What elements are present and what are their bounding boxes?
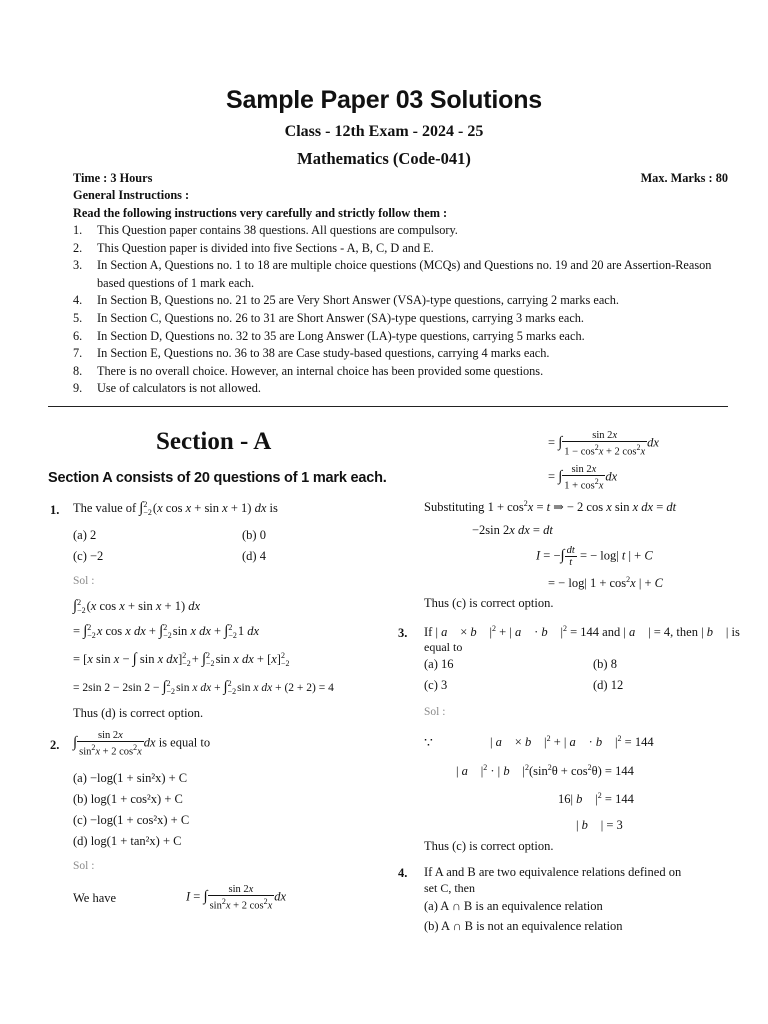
read-line: Read the following instructions very carefully and strictly follow them : [73,206,448,220]
q1-option-a: (a) 2 [73,528,97,542]
instruction-item: 5. In Section C, Questions no. 26 to 31 are Short Answer (SA)-type questions, carrying 3 marks each. [73,310,585,325]
q3-option-d: (d) 12 [593,678,624,692]
q2-text: ∫ $\frac{\sin 2x}{\sin^2x + 2 \cos^2x}$ dx is equal to [73,730,211,758]
general-instructions-label: General Instructions : [73,188,190,202]
q3-sol-label: Sol : [424,706,446,718]
q2-option-a: (a) −log(1 + sin²x) + C [73,771,188,785]
q2-number: 2. [50,738,60,752]
q4-line-1: If A and B are two equivalence relations defined on [424,865,682,879]
q3-conclusion: Thus (c) is correct option. [424,839,554,853]
q1-step-1: ∫2 −2(x cos x + sin x + 1) dx [73,598,201,616]
q2-step-1: I = ∫ $\frac{\sin 2x}{\sin^2x + 2 \cos^2x}$ dx [186,884,287,912]
q1-step-3: = [x sin x − ∫ sin x dx]2 −2+ ∫2 −2sin x dx + [x]2 −2 [73,651,290,669]
max-marks: Max. Marks : 80 [640,171,728,185]
q3-number: 3. [398,626,408,640]
instruction-item: 8. There is no overall choice. However, an internal choice has been provided some questions. [73,363,544,378]
instruction-item: 6. In Section D, Questions no. 32 to 35 are Long Answer (LA)-type questions, carrying 5 marks each. [73,328,585,343]
q2-option-d: (d) log(1 + tan²x) + C [73,834,182,848]
q2-step-5: I = −∫ $\frac{dt}{t}$ = − log| t | + C [536,545,653,568]
since-symbol: ∵ [424,736,433,751]
q3-text-cont: equal to [424,640,463,654]
instruction-item: 7. In Section E, Questions no. 36 to 38 are Case study-based questions, carrying 4 marks each. [73,346,550,361]
q1-option-d: (d) 4 [242,549,266,563]
time-label: Time : 3 Hours [73,171,153,185]
divider [48,406,728,407]
q3-step-2: | a⃗ $|^2$ · | b⃗ $|^2(\sin^2\theta + \cos^2\theta) = 144$ [456,763,634,779]
q3-step-3: 16| b⃗ $|^2 = 144$ [558,791,634,807]
q3-option-b: (b) 8 [593,657,617,671]
instruction-item: 3. In Section A, Questions no. 1 to 18 are multiple choice questions (MCQs) and Questions no. 19 and 20 are Assertion-Reason based questions of 1 mark each. [73,258,712,290]
q2-step-6: = − log| $1 + \cos^2x$ | + C [548,575,664,591]
q3-step-1: | a⃗ × b⃗ $|^2$ + | a⃗ · b⃗ $|^2 = 144$ [490,734,654,750]
q2-sol-label: Sol : [73,860,95,872]
class-line: Class - 12th Exam - 2024 - 25 [284,123,484,140]
instruction-item: 2. This Question paper is divided into five Sections - A, B, C, D and E. [73,240,434,255]
q1-step-2: = ∫2 −2x cos x dx + ∫2 −2sin x dx + ∫2 −21 dx [73,623,260,641]
q4-number: 4. [398,866,408,880]
section-note: Section A consists of 20 questions of 1 mark each. [48,470,387,486]
section-heading: Section - A [156,428,272,455]
q1-text: The value of ∫2 −2(x cos x + sin x + 1) dx is [73,500,278,518]
q1-option-b: (b) 0 [242,528,266,542]
q4-option-b: (b) A ∩ B is not an equivalence relation [424,919,623,933]
q3-option-a: (a) 16 [424,657,454,671]
q1-sol-label: Sol : [73,575,95,587]
instruction-item: 4. In Section B, Questions no. 21 to 25 are Very Short Answer (VSA)-type questions, carrying 2 marks each. [73,293,619,308]
q2-conclusion: Thus (c) is correct option. [424,596,554,610]
q2-option-c: (c) −log(1 + cos²x) + C [73,813,190,827]
q2-we-have: We have [73,891,117,905]
q4-line-2: set C, then [424,881,475,895]
q2-option-b: (b) log(1 + cos²x) + C [73,792,183,806]
instructions-list [73,222,733,398]
q1-conclusion: Thus (d) is correct option. [73,706,204,720]
q3-text: If | a⃗ × b⃗ $|^2$ + | a⃗ · b⃗ $|^2 = 144$ and | a⃗ | = 4, then | b⃗ | is [424,624,740,640]
q2-step-4: −2sin 2x dx = dt [472,523,553,537]
q1-step-4: = 2sin 2 − 2sin 2 − ∫2 −2sin x dx + ∫2 −2sin x dx + (2 + 2) = 4 [73,679,334,697]
subject-line: Mathematics (Code-041) [297,149,471,168]
q2-substituting: Substituting $1 + \cos^2x = t$ ⇒ − 2 cos x sin x dx = dt [424,499,677,515]
q2-step-3: = ∫ $\frac{\sin 2x}{1 + \cos^2x}$ dx [548,464,618,492]
q1-option-c: (c) −2 [73,549,104,563]
page-title: Sample Paper 03 Solutions [226,86,542,114]
q4-option-a: (a) A ∩ B is an equivalence relation [424,899,603,913]
q1-number: 1. [50,503,60,517]
q3-option-c: (c) 3 [424,678,448,692]
instruction-item: 9. Use of calculators is not allowed. [73,381,261,396]
q2-step-2: = ∫ $\frac{\sin 2x}{1 - \cos^2x + 2 \cos^2x}$ dx [548,430,659,458]
q3-step-4: | b⃗ | = 3 [576,818,623,832]
instruction-item: 1. This Question paper contains 38 questions. All questions are compulsory. [73,223,458,237]
